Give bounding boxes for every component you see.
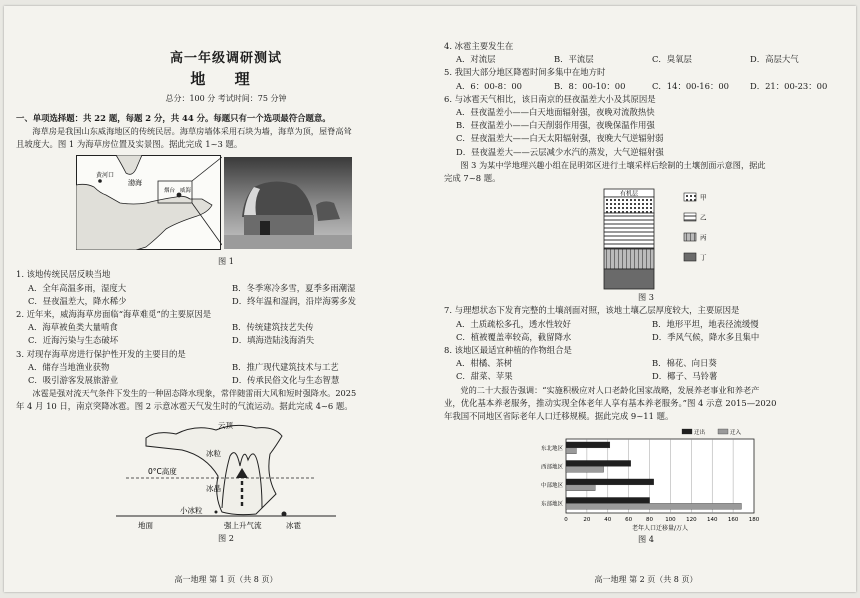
category-label: 东部地区 xyxy=(540,501,563,508)
subject-title: 地 理 xyxy=(190,70,262,89)
bar xyxy=(566,461,631,467)
intro-1a: 海草房是我国山东威海地区的传统民居。海草房墙体采用石块为墙，海草为顶，屋脊高耸 xyxy=(32,125,352,136)
x-tick-label: 60 xyxy=(625,517,633,524)
page-right xyxy=(444,6,848,592)
q5-option-c[interactable]: C．14：00-16：00 xyxy=(652,80,729,91)
figure-1 xyxy=(16,155,436,255)
q7-option-c[interactable]: C．植被覆盖率较高，截留降水 xyxy=(456,331,572,342)
q4-options xyxy=(444,53,848,66)
q8-option-a[interactable]: A．柑橘、茶树 xyxy=(456,358,513,369)
fig2-label-bingli: 冰粒 xyxy=(206,448,221,458)
q6-option-b[interactable]: B．昼夜温差小——白天削弱作用强，夜晚保温作用强 xyxy=(456,120,655,131)
figure-4-migration-chart xyxy=(514,425,774,533)
intro-2a: 冰雹是强对流天气条件下发生的一种固态降水现象，常伴随雷雨大风和短时强降水。2025 xyxy=(32,388,357,399)
q1-option-a[interactable]: A．全年高温多雨，湿度大 xyxy=(28,282,127,293)
q5-option-b[interactable]: B．8：00-10：00 xyxy=(554,80,626,91)
exam-sheet xyxy=(4,6,856,592)
q7-option-d[interactable]: D．季风气候，降水多且集中 xyxy=(652,331,760,342)
q8-option-b[interactable]: B．棉花、向日葵 xyxy=(652,358,717,369)
q3-option-c[interactable]: C．吸引游客发展旅游业 xyxy=(28,375,119,386)
q4-option-b[interactable]: B．平流层 xyxy=(554,54,594,65)
q7-option-a[interactable]: A．土质疏松多孔，透水性较好 xyxy=(456,318,571,329)
x-axis-label: 老年人口迁移量/万人 xyxy=(631,525,689,533)
q4-option-d[interactable]: D．高层大气 xyxy=(750,54,799,65)
legend-bing: 丙 xyxy=(700,233,707,242)
exam-title: 高一年级调研测试 xyxy=(169,51,282,66)
figure-3-soil-profile xyxy=(594,187,794,291)
q2-options xyxy=(16,321,436,347)
intro-4a: 党的二十大报告强调：“实施积极应对人口老龄化国家战略，发展养老事业和养老产 xyxy=(460,384,760,395)
exam-meta: 总分：100 分 考试时间：75 分钟 xyxy=(165,94,287,104)
fig1-caption: 图 1 xyxy=(218,256,234,267)
intro-4b: 业，优化基本养老服务，推动实现全体老年人享有基本养老服务。”图 4 示意 2015—2020 xyxy=(444,397,777,408)
x-tick-label: 180 xyxy=(748,517,760,524)
intro-4c: 年我国不同地区省际老年人口迁移规模。据此完成 9~11 题。 xyxy=(444,411,674,422)
map-label-huanghekou: 黄河口 xyxy=(96,172,115,180)
legend-ding: 丁 xyxy=(700,253,707,262)
bar xyxy=(566,467,604,473)
q7-options xyxy=(444,318,848,344)
legend-label: 迁出 xyxy=(694,430,706,437)
fig2-label-bingjing: 冰晶 xyxy=(206,483,221,493)
x-tick-label: 140 xyxy=(706,517,718,524)
intro-2b: 年 4 月 10 日，南京突降冰雹。图 2 示意冰雹天气发生时的气流运动。据此完成 4~6 题。 xyxy=(16,401,353,412)
figure-2-hail-diagram xyxy=(106,416,406,532)
x-tick-label: 0 xyxy=(564,517,568,524)
q1-option-b[interactable]: B．冬季寒冷多雪，夏季多雨潮湿 xyxy=(232,282,356,293)
legend-yi: 乙 xyxy=(700,213,707,222)
category-label: 中部地区 xyxy=(540,483,563,490)
fig2-label-bingbao: 冰雹 xyxy=(286,520,301,530)
question-1: 1. 该地传统民居反映当地 xyxy=(16,269,111,280)
q2-option-d[interactable]: D．填海造陆浅海消失 xyxy=(232,335,315,346)
q8-options xyxy=(444,357,848,383)
fig2-label-xiaobingli: 小冰粒 xyxy=(180,505,203,515)
question-4: 4. 冰雹主要发生在 xyxy=(444,41,514,51)
intro-1b: 且坡度大。图 1 为海草房位置及实景图。据此完成 1~3 题。 xyxy=(16,139,243,150)
category-label: 东北地区 xyxy=(540,446,563,453)
q1-option-c[interactable]: C．昼夜温差大，降水稀少 xyxy=(28,295,127,306)
x-tick-label: 120 xyxy=(686,517,697,524)
q5-option-d[interactable]: D．21：00-23：00 xyxy=(750,80,828,91)
q4-option-a[interactable]: A．对流层 xyxy=(456,54,496,65)
legend-label: 迁入 xyxy=(730,430,742,437)
q7-option-b[interactable]: B．地形平坦，地表径流缓慢 xyxy=(652,318,759,329)
q5-options xyxy=(444,80,848,93)
fig2-label-dimian: 地面 xyxy=(138,520,153,530)
q1-options xyxy=(16,282,436,308)
q8-option-c[interactable]: C．甜菜、苹果 xyxy=(456,371,513,382)
x-tick-label: 100 xyxy=(665,517,676,524)
x-tick-label: 20 xyxy=(583,517,591,524)
footer-left: 高一地理 第 1 页（共 8 页） xyxy=(174,574,278,584)
q1-option-d[interactable]: D．终年温和湿润，沿岸海雾多发 xyxy=(232,295,356,306)
question-8: 8. 该地区最适宜种植的作物组合是 xyxy=(444,345,572,356)
question-6: 6. 与冰雹天气相比，该日南京的昼夜温差大小及其原因是 xyxy=(444,93,656,104)
q2-option-b[interactable]: B．传统建筑技艺失传 xyxy=(232,322,314,333)
q3-option-b[interactable]: B．推广现代建筑技术与工艺 xyxy=(232,361,339,372)
map-label-weihai: 威海 xyxy=(180,188,192,195)
x-tick-label: 80 xyxy=(646,517,654,524)
bar xyxy=(566,442,610,448)
fig2-caption: 图 2 xyxy=(218,532,234,543)
question-3: 3. 对现存海草房进行保护性开发的主要目的是 xyxy=(16,348,186,359)
question-2: 2. 近年来，威海海草房面临“海草难觅”的主要原因是 xyxy=(16,309,212,320)
q6-options xyxy=(444,106,848,159)
q6-option-a[interactable]: A．昼夜温差小——白天地面辐射强，夜晚对流散热快 xyxy=(456,107,655,118)
question-5: 5. 我国大部分地区降雹时间多集中在地方时 xyxy=(444,67,606,78)
fig4-caption: 图 4 xyxy=(638,534,654,545)
soil-layer-top-label: 有机层 xyxy=(619,190,639,198)
connector-lines xyxy=(192,155,222,255)
x-tick-label: 160 xyxy=(727,517,739,524)
legend-jia: 甲 xyxy=(700,193,707,202)
fig2-label-zero: 0°C高度 xyxy=(148,466,177,476)
q3-options xyxy=(16,361,436,387)
q3-option-a[interactable]: A．储存当地渔业获物 xyxy=(28,361,110,372)
page-left xyxy=(16,6,436,592)
q2-option-c[interactable]: C．近海污染与生态破坏 xyxy=(28,335,119,346)
bar xyxy=(566,498,650,504)
category-label: 西部地区 xyxy=(540,464,563,471)
footer-right: 高一地理 第 2 页（共 8 页） xyxy=(594,574,698,584)
q8-option-d[interactable]: D．椰子、马铃薯 xyxy=(652,371,718,382)
legend-swatch xyxy=(682,429,692,434)
question-7: 7. 与理想状态下发育完整的土壤剖面对照，该地土壤乙层厚度较大，主要原因是 xyxy=(444,305,740,316)
q5-option-a[interactable]: A．6：00-8：00 xyxy=(456,80,522,91)
bar xyxy=(566,479,654,485)
x-tick-label: 40 xyxy=(604,517,612,524)
bar xyxy=(566,504,741,510)
q6-option-d[interactable]: D．昼夜温差大——云层减少水汽的蒸发，大气逆辐射强 xyxy=(456,146,664,157)
fig2-label-qiangshang: 强上升气流 xyxy=(224,520,262,530)
intro-3b: 完成 7~8 题。 xyxy=(444,173,501,184)
q2-option-a[interactable]: A．海草被鱼类大量啃食 xyxy=(28,322,118,333)
fig3-caption: 图 3 xyxy=(638,292,654,303)
q6-option-c[interactable]: C．昼夜温差大——白天太阳辐射强，夜晚大气逆辐射弱 xyxy=(456,133,664,144)
bar xyxy=(566,485,595,491)
map-label-yantai: 烟台 xyxy=(164,188,176,195)
section-heading: 一、单项选择题：共 22 题，每题 2 分，共 44 分。每题只有一个选项最符合题意。 xyxy=(16,112,331,123)
q4-option-c[interactable]: C．臭氧层 xyxy=(652,54,692,65)
q3-option-d[interactable]: D．传承民俗文化与生态智慧 xyxy=(232,375,340,386)
bar xyxy=(566,448,576,454)
intro-3a: 图 3 为某中学地理兴趣小组在昆明郊区进行土壤采样后绘制的土壤剖面示意图，据此 xyxy=(460,159,766,170)
fig2-label-yunding: 云顶 xyxy=(218,420,233,430)
seaweed-house-photo xyxy=(224,157,352,249)
map-label-bohai: 渤海 xyxy=(128,179,142,188)
legend-swatch xyxy=(718,429,728,434)
